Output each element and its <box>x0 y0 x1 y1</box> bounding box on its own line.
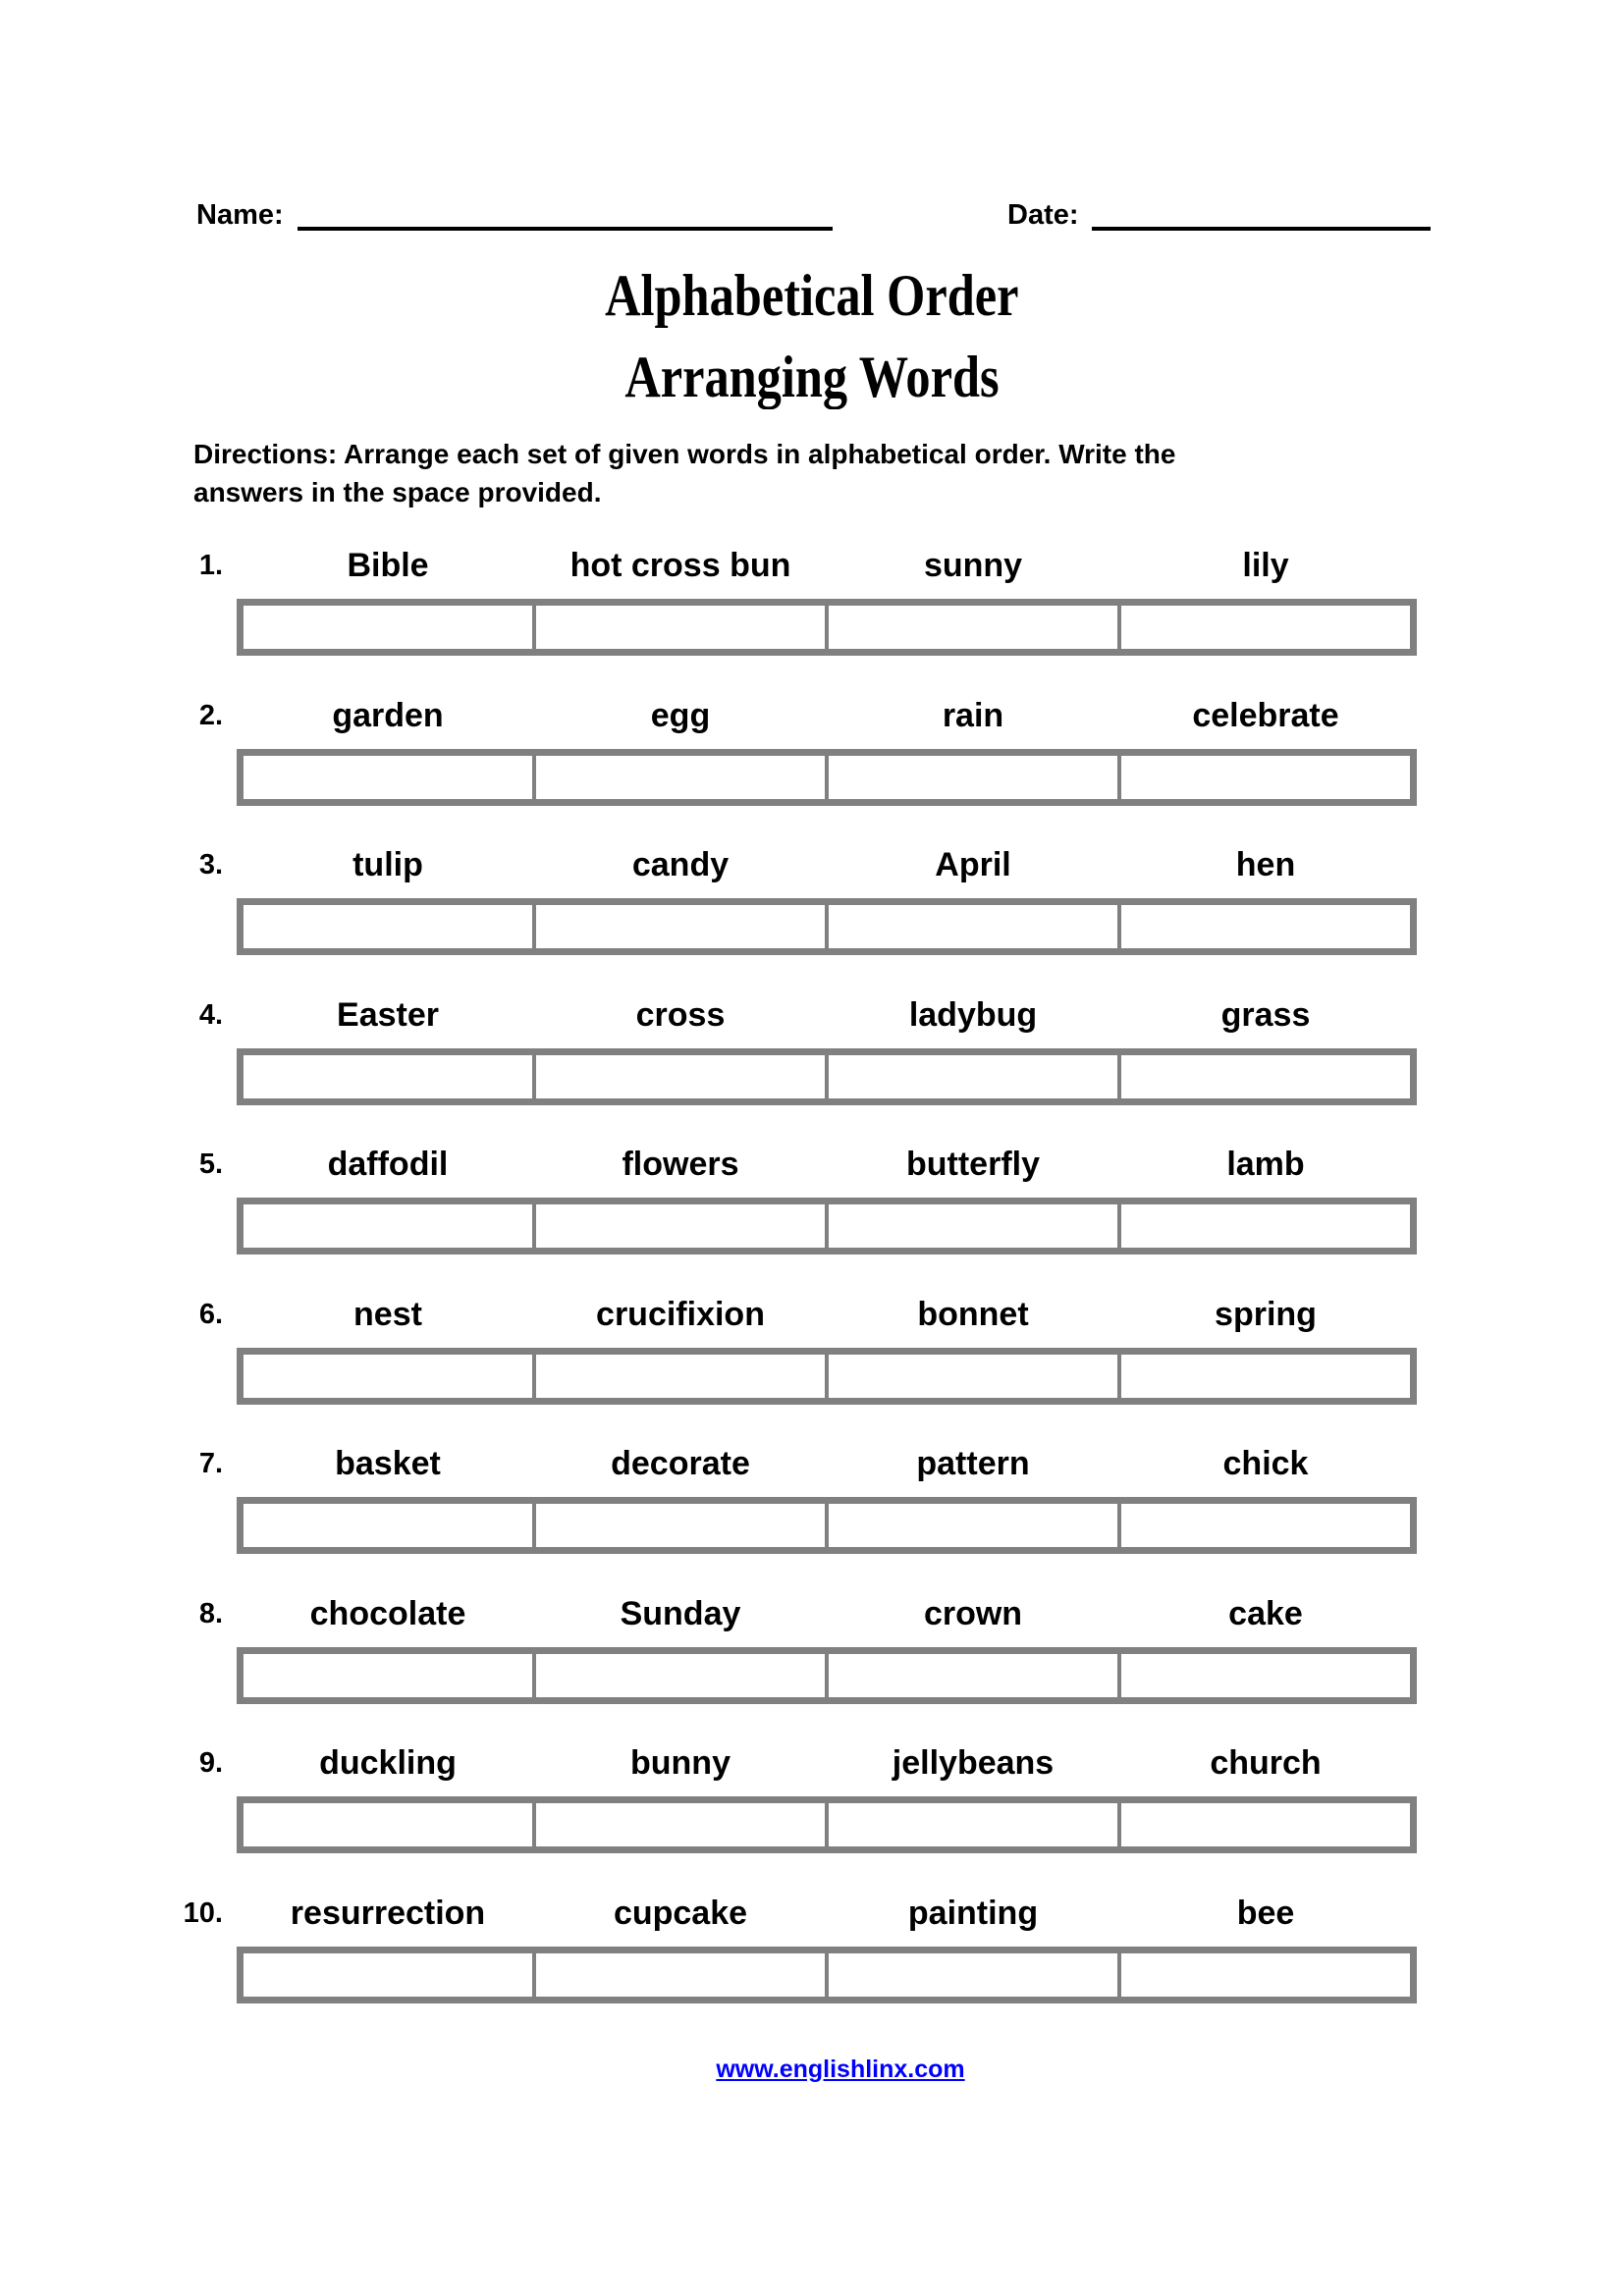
exercise-word: Easter <box>337 996 439 1034</box>
answer-cell[interactable] <box>825 1204 1117 1248</box>
answer-table <box>237 898 1417 955</box>
exercise-word: painting <box>907 1895 1039 1932</box>
footer-link[interactable]: www.englishlinx.com <box>716 2056 965 2083</box>
answer-table <box>237 1647 1417 1704</box>
exercise-word: pattern <box>916 1445 1030 1482</box>
exercise-word: bunny <box>630 1744 731 1782</box>
answer-cell[interactable] <box>244 756 532 799</box>
answer-cell[interactable] <box>825 905 1117 948</box>
answer-cell[interactable] <box>825 756 1117 799</box>
answer-cell[interactable] <box>244 1953 532 1997</box>
exercise-word: candy <box>631 846 730 883</box>
exercise-word: April <box>935 846 1011 883</box>
date-fill-line[interactable] <box>1092 227 1431 231</box>
exercise-row <box>0 1444 1624 1562</box>
answer-table <box>237 1348 1417 1405</box>
exercise-word: hot cross bun <box>569 547 791 584</box>
answer-cell[interactable] <box>825 1504 1117 1547</box>
answer-cell[interactable] <box>1117 1204 1410 1248</box>
exercise-word: hen <box>1235 846 1296 883</box>
answer-cell[interactable] <box>244 1355 532 1398</box>
answer-cell[interactable] <box>1117 1355 1410 1398</box>
exercise-row <box>0 1743 1624 1861</box>
answer-table <box>237 749 1417 806</box>
exercise-row <box>0 696 1624 814</box>
answer-cell[interactable] <box>1117 1654 1410 1697</box>
answer-cell[interactable] <box>825 1055 1117 1098</box>
answer-cell[interactable] <box>532 1055 825 1098</box>
answer-cell[interactable] <box>532 1803 825 1846</box>
answer-cell[interactable] <box>825 606 1117 649</box>
answer-cell[interactable] <box>825 1654 1117 1697</box>
exercise-number: 2. <box>198 700 223 731</box>
answer-table <box>237 1497 1417 1554</box>
answer-cell[interactable] <box>532 905 825 948</box>
answer-cell[interactable] <box>1117 1953 1410 1997</box>
answer-cell[interactable] <box>532 1953 825 1997</box>
answer-table <box>237 599 1417 656</box>
exercise-word: cross <box>635 996 726 1034</box>
answer-table <box>237 1796 1417 1853</box>
exercise-word: crown <box>923 1595 1023 1632</box>
answer-cell[interactable] <box>244 905 532 948</box>
exercise-row <box>0 995 1624 1113</box>
exercise-word: lily <box>1242 547 1289 584</box>
answer-cell[interactable] <box>1117 606 1410 649</box>
answer-table <box>237 1947 1417 2003</box>
directions-line2: answers in the space provided. <box>193 477 602 507</box>
answer-cell[interactable] <box>532 606 825 649</box>
exercise-number: 8. <box>198 1598 223 1629</box>
exercise-word: cake <box>1228 1595 1303 1632</box>
exercise-word: celebrate <box>1192 697 1339 734</box>
exercise-word: spring <box>1215 1296 1317 1333</box>
answer-table <box>237 1198 1417 1255</box>
exercise-word: daffodil <box>327 1146 449 1183</box>
exercise-word: egg <box>650 697 711 734</box>
exercise-number: 5. <box>198 1148 223 1180</box>
exercise-number: 10. <box>183 1897 223 1929</box>
exercise-word: chocolate <box>309 1595 466 1632</box>
directions-text <box>193 435 1175 511</box>
exercise-word: bonnet <box>917 1296 1029 1333</box>
exercise-row <box>0 1594 1624 1712</box>
answer-cell[interactable] <box>244 606 532 649</box>
exercise-number: 1. <box>198 550 223 581</box>
worksheet-title-line1: Alphabetical Order <box>605 263 1019 328</box>
worksheet-title-line2: Arranging Words <box>624 345 1000 409</box>
exercise-row <box>0 1894 1624 2011</box>
answer-cell[interactable] <box>1117 1504 1410 1547</box>
exercise-word: cupcake <box>613 1895 748 1932</box>
date-label: Date: <box>1007 199 1079 231</box>
exercise-word: chick <box>1222 1445 1309 1482</box>
exercise-word: tulip <box>352 846 423 883</box>
exercise-word: grass <box>1220 996 1311 1034</box>
exercise-number: 6. <box>198 1299 223 1330</box>
exercise-word: nest <box>353 1296 422 1333</box>
name-label: Name: <box>196 199 284 231</box>
answer-cell[interactable] <box>1117 1803 1410 1846</box>
answer-cell[interactable] <box>825 1953 1117 1997</box>
exercise-word: duckling <box>319 1744 457 1782</box>
answer-cell[interactable] <box>825 1803 1117 1846</box>
exercise-word: jellybeans <box>892 1744 1055 1782</box>
exercise-number: 7. <box>198 1448 223 1479</box>
exercise-word: sunny <box>923 547 1023 584</box>
exercise-word: Sunday <box>620 1595 741 1632</box>
answer-cell[interactable] <box>532 1355 825 1398</box>
answer-cell[interactable] <box>1117 756 1410 799</box>
exercise-word: resurrection <box>290 1895 486 1932</box>
name-fill-line[interactable] <box>298 227 833 231</box>
exercise-word: Bible <box>347 547 429 584</box>
exercise-row <box>0 845 1624 963</box>
answer-cell[interactable] <box>1117 1055 1410 1098</box>
exercise-row <box>0 1145 1624 1262</box>
directions-line1: Directions: Arrange each set of given words in alphabetical order. Write the <box>193 439 1176 469</box>
exercise-word: ladybug <box>908 996 1038 1034</box>
exercise-word: bee <box>1236 1895 1295 1932</box>
answer-cell[interactable] <box>244 1204 532 1248</box>
exercise-row <box>0 546 1624 664</box>
answer-table <box>237 1048 1417 1105</box>
exercise-number: 9. <box>198 1747 223 1779</box>
answer-cell[interactable] <box>244 1504 532 1547</box>
exercise-word: basket <box>335 1445 441 1482</box>
exercise-word: garden <box>332 697 444 734</box>
exercise-word: crucifixion <box>596 1296 765 1333</box>
answer-cell[interactable] <box>532 756 825 799</box>
exercise-word: church <box>1210 1744 1322 1782</box>
answer-cell[interactable] <box>825 1355 1117 1398</box>
answer-cell[interactable] <box>532 1504 825 1547</box>
exercise-word: rain <box>942 697 1004 734</box>
answer-cell[interactable] <box>532 1204 825 1248</box>
answer-cell[interactable] <box>1117 905 1410 948</box>
exercise-word: flowers <box>622 1146 739 1183</box>
exercise-word: butterfly <box>906 1146 1040 1183</box>
exercise-word: lamb <box>1226 1146 1305 1183</box>
exercise-row <box>0 1295 1624 1413</box>
exercise-word: decorate <box>611 1445 750 1482</box>
answer-cell[interactable] <box>244 1803 532 1846</box>
answer-cell[interactable] <box>244 1654 532 1697</box>
exercise-number: 4. <box>198 999 223 1031</box>
answer-cell[interactable] <box>532 1654 825 1697</box>
exercise-number: 3. <box>198 849 223 881</box>
answer-cell[interactable] <box>244 1055 532 1098</box>
